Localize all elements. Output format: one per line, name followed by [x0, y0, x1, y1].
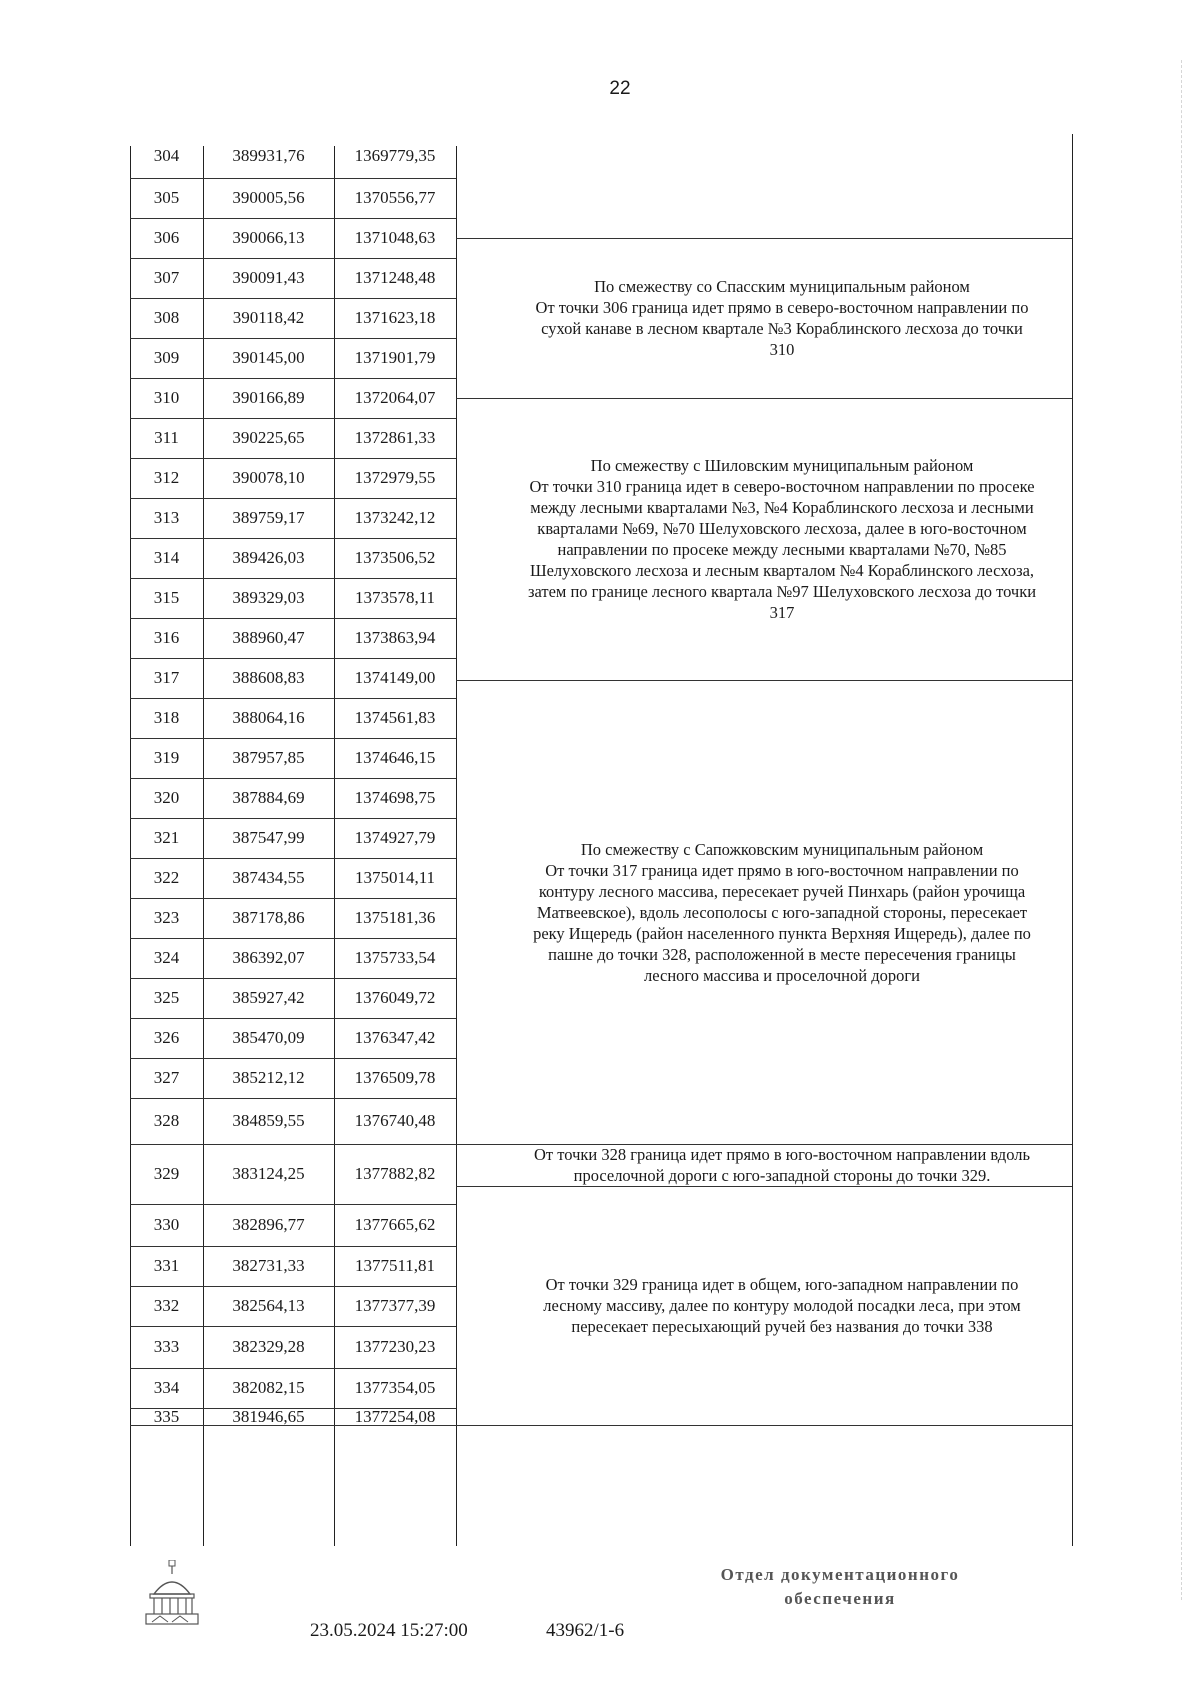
x-coordinate-cell: 381946,65 — [232, 1406, 305, 1426]
description-line: От точки 328 граница идет прямо в юго-восточном направлении вдоль — [534, 1145, 1030, 1164]
description-line: По смежеству с Сапожковским муниципальным районом — [580, 839, 984, 859]
y-coordinate-cell: 1371248,48 — [354, 268, 436, 287]
description-line: пашне до точки 328, расположенной в месте пересечения границы — [548, 944, 1016, 964]
point-number-cell: 311 — [154, 428, 179, 447]
point-number-cell: 328 — [153, 1111, 180, 1130]
table-row-border — [130, 538, 456, 539]
x-coordinate-cell: 382082,15 — [232, 1378, 305, 1397]
y-coordinate-cell: 1377354,05 — [354, 1378, 436, 1397]
point-number-cell: 315 — [153, 588, 180, 607]
table-row-border — [130, 1246, 456, 1247]
table-row-border — [130, 658, 456, 659]
point-number-cell: 334 — [153, 1378, 180, 1397]
y-coordinate-cell: 1371901,79 — [354, 348, 436, 367]
x-coordinate-cell: 386392,07 — [232, 948, 305, 967]
description-line: направлении по просеке между лесными кварталами №70, №85 — [557, 540, 1007, 559]
x-coordinate-cell: 390118,42 — [232, 308, 305, 327]
y-coordinate-cell: 1374561,83 — [354, 708, 436, 727]
table-row-border — [130, 1144, 456, 1145]
description-line: 310 — [769, 340, 795, 359]
y-coordinate-cell: 1377511,81 — [354, 1256, 436, 1275]
x-coordinate-cell: 389329,03 — [232, 588, 305, 607]
description-line: реку Ищередь (район населенного пункта Верхняя Ищередь), далее по — [533, 923, 1031, 943]
table-row-border — [130, 498, 456, 499]
department-stamp-line: Отдел документационного — [720, 1565, 960, 1584]
y-coordinate-cell: 1377230,23 — [354, 1337, 436, 1356]
description-line: От точки 306 граница идет прямо в северо-восточном направлении по — [535, 298, 1029, 317]
point-number-cell: 325 — [153, 988, 180, 1007]
table-row-border — [130, 938, 456, 939]
point-number-cell: 316 — [153, 628, 180, 647]
point-number-cell: 319 — [153, 748, 180, 767]
boundary-description — [492, 1186, 1072, 1425]
point-number-cell: 329 — [153, 1164, 180, 1183]
y-coordinate-cell: 1373578,11 — [354, 588, 436, 607]
description-line: сухой канаве в лесном квартале №3 Кораблинского лесхоза до точки — [541, 319, 1023, 338]
table-row-border — [130, 618, 456, 619]
boundary-description — [492, 680, 1072, 1144]
point-number-cell: 327 — [153, 1068, 180, 1087]
point-number-cell: 305 — [153, 188, 180, 207]
y-coordinate-cell: 1374646,15 — [354, 748, 436, 767]
table-row-border — [130, 1098, 456, 1099]
table-row-border — [130, 978, 456, 979]
table-row-border — [130, 258, 456, 259]
y-coordinate-cell: 1374927,79 — [354, 828, 436, 847]
table-row-border — [130, 1018, 456, 1019]
y-coordinate-cell: 1377665,62 — [354, 1215, 436, 1234]
x-coordinate-cell: 389931,76 — [232, 146, 305, 165]
point-number-cell: 333 — [153, 1337, 180, 1356]
point-number-cell: 309 — [153, 348, 180, 367]
point-number-cell: 314 — [153, 548, 180, 567]
point-number-cell: 308 — [153, 308, 180, 327]
y-coordinate-cell: 1376049,72 — [354, 988, 436, 1007]
x-coordinate-cell: 382564,13 — [232, 1296, 305, 1315]
x-coordinate-cell: 385927,42 — [232, 988, 305, 1007]
x-coordinate-cell: 388960,47 — [232, 628, 305, 647]
table-row-border — [130, 1326, 456, 1327]
table-row-border — [130, 1204, 456, 1205]
table-row-border — [130, 378, 456, 379]
description-line: затем по границе лесного квартала №97 Шелуховского лесхоза до точки — [527, 582, 1037, 601]
description-line: 317 — [769, 603, 795, 622]
description-line: лесному массиву, далее по контуру молодой посадки леса, при этом — [543, 1296, 1021, 1315]
table-row-border — [130, 298, 456, 299]
y-coordinate-cell: 1374149,00 — [354, 668, 436, 687]
x-coordinate-cell: 390225,65 — [232, 428, 305, 447]
point-number-cell: 332 — [153, 1296, 180, 1315]
x-coordinate-cell: 387957,85 — [232, 748, 305, 767]
description-line: лесного массива и проселочной дороги — [644, 965, 920, 985]
point-number-cell: 322 — [153, 868, 180, 887]
x-coordinate-cell: 382731,33 — [232, 1256, 305, 1275]
y-coordinate-cell: 1377377,39 — [354, 1296, 436, 1315]
x-coordinate-cell: 388064,16 — [232, 708, 305, 727]
y-coordinate-cell: 1371048,63 — [354, 228, 436, 247]
scan-edge-marks — [1181, 60, 1190, 1600]
point-number-cell: 313 — [153, 508, 180, 527]
x-coordinate-cell: 385212,12 — [232, 1068, 305, 1087]
x-coordinate-cell: 390005,56 — [232, 188, 305, 207]
table-row-border — [130, 418, 456, 419]
point-number-cell: 317 — [153, 668, 180, 687]
point-number-cell: 312 — [153, 468, 180, 487]
table-row-border — [130, 1368, 456, 1369]
department-stamp — [690, 1563, 990, 1611]
y-coordinate-cell: 1373863,94 — [354, 628, 436, 647]
point-number-cell: 330 — [153, 1215, 180, 1234]
x-coordinate-cell: 390078,10 — [232, 468, 305, 487]
department-stamp-line: обеспечения — [784, 1589, 896, 1608]
description-line: Шелуховского лесхоза и лесным кварталом №4 Кораблинского лесхоза, — [529, 561, 1035, 580]
point-number-cell: 324 — [153, 948, 180, 967]
table-row-border — [130, 178, 456, 179]
table-column-border — [456, 146, 457, 1546]
y-coordinate-cell: 1376740,48 — [354, 1111, 436, 1130]
footer-doc-number: 43962/1-6 — [546, 1620, 625, 1641]
y-coordinate-cell: 1375014,11 — [354, 868, 436, 887]
description-line: По смежеству со Спасским муниципальным районом — [594, 277, 970, 296]
coordinates-table — [130, 146, 1074, 1546]
y-coordinate-cell: 1371623,18 — [354, 308, 436, 327]
y-coordinate-cell: 1372064,07 — [354, 388, 436, 407]
x-coordinate-cell: 387547,99 — [232, 828, 305, 847]
y-coordinate-cell: 1369779,35 — [354, 146, 436, 165]
x-coordinate-cell: 390066,13 — [232, 228, 305, 247]
x-coordinate-cell: 382329,28 — [232, 1337, 305, 1356]
boundary-description — [492, 134, 1072, 238]
table-row-border — [130, 458, 456, 459]
x-coordinate-cell: 390145,00 — [232, 348, 305, 367]
y-coordinate-cell: 1370556,77 — [354, 188, 436, 207]
y-coordinate-cell: 1376347,42 — [354, 1028, 436, 1047]
point-number-cell: 318 — [153, 708, 180, 727]
x-coordinate-cell: 388608,83 — [232, 668, 305, 687]
point-number-cell: 304 — [153, 146, 180, 165]
table-row-border — [130, 1058, 456, 1059]
point-number-cell: 326 — [153, 1028, 180, 1047]
x-coordinate-cell: 387178,86 — [232, 908, 305, 927]
y-coordinate-cell: 1376509,78 — [354, 1068, 436, 1087]
x-coordinate-cell: 383124,25 — [232, 1164, 305, 1183]
x-coordinate-cell: 382896,77 — [232, 1215, 305, 1234]
table-row-border — [130, 338, 456, 339]
description-line: кварталами №69, №70 Шелуховского лесхоза, далее в юго-восточном — [537, 519, 1027, 538]
description-line: проселочной дороги с юго-западной стороны до точки 329. — [573, 1166, 991, 1185]
boundary-description — [492, 238, 1072, 398]
point-number-cell: 307 — [153, 268, 180, 287]
table-row-border — [130, 818, 456, 819]
description-line: между лесными кварталами №3, №4 Кораблинского лесхоза и лесными — [530, 498, 1034, 517]
y-coordinate-cell: 1374698,75 — [354, 788, 436, 807]
boundary-description — [492, 398, 1072, 680]
description-line: По смежеству с Шиловским муниципальным районом — [590, 456, 974, 475]
table-row-border — [130, 778, 456, 779]
y-coordinate-cell: 1377882,82 — [354, 1164, 436, 1183]
description-line: Матвеевское), вдоль лесополосы с юго-западной стороны, пересекает — [536, 902, 1028, 922]
description-line: От точки 329 граница идет в общем, юго-западном направлении по — [545, 1275, 1019, 1294]
table-row-border — [130, 898, 456, 899]
boundary-description — [492, 1144, 1072, 1186]
description-line: контуру лесного массива, пересекает ручей Пинхарь (район урочища — [538, 881, 1026, 901]
x-coordinate-cell: 387884,69 — [232, 788, 305, 807]
y-coordinate-cell: 1375733,54 — [354, 948, 436, 967]
parliament-building-emblem-icon — [142, 1560, 202, 1630]
y-coordinate-cell: 1377254,08 — [354, 1406, 436, 1426]
point-number-cell: 320 — [153, 788, 180, 807]
y-coordinate-cell: 1373242,12 — [354, 508, 436, 527]
table-row-border — [130, 698, 456, 699]
point-number-cell: 321 — [153, 828, 180, 847]
table-column-border — [1072, 134, 1073, 1546]
x-coordinate-cell: 385470,09 — [232, 1028, 305, 1047]
y-coordinate-cell: 1372979,55 — [354, 468, 436, 487]
x-coordinate-cell: 384859,55 — [232, 1111, 305, 1130]
point-number-cell: 335 — [153, 1406, 180, 1426]
y-coordinate-cell: 1375181,36 — [354, 908, 436, 927]
point-number-cell: 310 — [153, 388, 180, 407]
table-row-border — [130, 218, 456, 219]
table-row-border — [130, 858, 456, 859]
point-number-cell: 323 — [153, 908, 180, 927]
table-row-border — [130, 1286, 456, 1287]
footer-date: 23.05.2024 15:27:00 — [310, 1620, 468, 1641]
table-row-border — [130, 578, 456, 579]
x-coordinate-cell: 390166,89 — [232, 388, 305, 407]
description-line: От точки 310 граница идет в северо-восточном направлении по просеке — [529, 477, 1035, 496]
point-number-cell: 306 — [153, 228, 180, 247]
y-coordinate-cell: 1373506,52 — [354, 548, 436, 567]
table-row-border — [130, 738, 456, 739]
x-coordinate-cell: 387434,55 — [232, 868, 305, 887]
x-coordinate-cell: 389426,03 — [232, 548, 305, 567]
y-coordinate-cell: 1372861,33 — [354, 428, 436, 447]
x-coordinate-cell: 390091,43 — [232, 268, 305, 287]
x-coordinate-cell: 389759,17 — [232, 508, 305, 527]
description-line: пересекает пересыхающий ручей без названия до точки 338 — [571, 1317, 993, 1336]
description-line: От точки 317 граница идет прямо в юго-восточном направлении по — [545, 860, 1019, 880]
description-divider — [456, 1425, 1072, 1426]
page-number: 22 — [609, 78, 631, 99]
point-number-cell: 331 — [153, 1256, 180, 1275]
